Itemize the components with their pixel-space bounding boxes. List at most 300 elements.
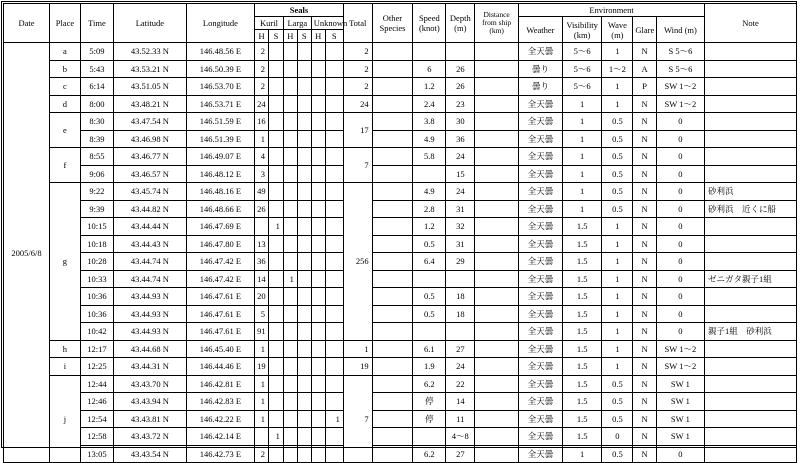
cell-kuril-s <box>268 200 283 218</box>
header-distance <box>475 4 519 43</box>
cell-kuril-s <box>268 270 283 288</box>
cell-larga-s <box>297 305 311 323</box>
cell-speed: 3.8 <box>413 113 446 131</box>
cell-latitude: 43.51.05 N <box>114 78 187 96</box>
cell-depth: 24 <box>446 358 475 376</box>
cell-unknown-s <box>325 218 343 236</box>
cell-kuril-h <box>255 218 269 236</box>
cell-longitude: 146.42.73 E <box>186 445 254 463</box>
cell-kuril-h: 49 <box>255 183 269 201</box>
cell-other-species <box>372 393 413 411</box>
cell-kuril-h: 14 <box>255 270 269 288</box>
cell-unknown-h <box>311 95 325 113</box>
cell-depth: 29 <box>446 253 475 271</box>
cell-latitude: 43.43.72 N <box>114 428 187 446</box>
cell-kuril-s <box>268 375 283 393</box>
header-seals: Seals <box>255 4 344 17</box>
cell-speed: 1.9 <box>413 358 446 376</box>
cell-distance <box>475 113 519 131</box>
cell-larga-h <box>283 183 297 201</box>
cell-glare: N <box>633 253 657 271</box>
cell-unknown-h <box>311 200 325 218</box>
cell-note: 親子1組 砂利浜 <box>704 323 796 341</box>
cell-wind: 0 <box>656 148 704 166</box>
cell-note <box>704 113 796 131</box>
cell-other-species <box>372 375 413 393</box>
cell-distance <box>475 253 519 271</box>
cell-kuril-s <box>268 305 283 323</box>
cell-weather: 全天曇 <box>519 445 563 463</box>
cell-kuril-s <box>268 288 283 306</box>
cell-time: 12:58 <box>80 428 113 446</box>
cell-weather: 曇り <box>519 60 563 78</box>
cell-wave: 0.5 <box>602 130 633 148</box>
cell-depth: 36 <box>446 130 475 148</box>
cell-speed: 6.2 <box>413 445 446 463</box>
header-speed-line2: (knot) <box>418 23 440 33</box>
cell-note <box>704 253 796 271</box>
cell-total: 7 <box>343 375 372 463</box>
cell-larga-h <box>283 200 297 218</box>
table-row <box>4 165 797 183</box>
cell-larga-s <box>297 410 311 428</box>
cell-speed <box>413 270 446 288</box>
cell-unknown-h <box>311 253 325 271</box>
cell-speed: 停 <box>413 393 446 411</box>
cell-depth <box>446 270 475 288</box>
table-row <box>4 323 797 341</box>
cell-glare: N <box>633 340 657 358</box>
cell-kuril-s <box>268 148 283 166</box>
cell-visibility: 1 <box>562 445 602 463</box>
cell-wave: 1 <box>602 235 633 253</box>
cell-date: 2005/6/8 <box>4 43 50 463</box>
cell-unknown-h <box>311 183 325 201</box>
cell-time: 13:05 <box>80 445 113 463</box>
cell-unknown-h <box>311 340 325 358</box>
cell-speed: 停 <box>413 410 446 428</box>
cell-wave: 0.5 <box>602 393 633 411</box>
table-row <box>4 445 797 463</box>
cell-kuril-h: 26 <box>255 200 269 218</box>
cell-kuril-s <box>268 165 283 183</box>
table-row <box>4 235 797 253</box>
cell-unknown-s <box>325 253 343 271</box>
cell-speed: 2.8 <box>413 200 446 218</box>
cell-visibility: 1.5 <box>562 253 602 271</box>
table-row <box>4 358 797 376</box>
cell-speed: 6 <box>413 60 446 78</box>
cell-visibility: 1.5 <box>562 323 602 341</box>
cell-time: 5:09 <box>80 43 113 61</box>
cell-longitude: 146.47.61 E <box>186 288 254 306</box>
cell-note <box>704 410 796 428</box>
cell-other-species <box>372 218 413 236</box>
header-kuril: Kuril <box>255 17 284 30</box>
table-row <box>4 95 797 113</box>
cell-unknown-s <box>325 323 343 341</box>
cell-weather: 全天曇 <box>519 270 563 288</box>
cell-larga-h <box>283 375 297 393</box>
cell-longitude: 146.47.42 E <box>186 270 254 288</box>
cell-distance <box>475 183 519 201</box>
cell-latitude: 43.47.54 N <box>114 113 187 131</box>
cell-larga-h <box>283 43 297 61</box>
table-row <box>4 200 797 218</box>
cell-weather: 全天曇 <box>519 200 563 218</box>
cell-weather: 全天曇 <box>519 393 563 411</box>
cell-kuril-h: 2 <box>255 445 269 463</box>
header-depth-line2: (m) <box>454 23 467 33</box>
cell-place: c <box>49 78 80 96</box>
cell-unknown-h <box>311 235 325 253</box>
cell-larga-h <box>283 445 297 463</box>
cell-latitude: 43.44.44 N <box>114 218 187 236</box>
cell-depth: 27 <box>446 445 475 463</box>
cell-larga-s <box>297 148 311 166</box>
cell-place: a <box>49 43 80 61</box>
cell-unknown-h <box>311 288 325 306</box>
cell-wave: 0.5 <box>602 113 633 131</box>
cell-larga-s <box>297 445 311 463</box>
cell-kuril-h: 1 <box>255 130 269 148</box>
cell-depth: 24 <box>446 183 475 201</box>
cell-note <box>704 165 796 183</box>
cell-latitude: 43.43.94 N <box>114 393 187 411</box>
cell-longitude: 146.48.56 E <box>186 43 254 61</box>
cell-distance <box>475 43 519 61</box>
cell-unknown-h <box>311 113 325 131</box>
header-unknown-s: S <box>325 30 343 43</box>
cell-visibility: 1 <box>562 165 602 183</box>
cell-longitude: 146.50.39 E <box>186 60 254 78</box>
cell-visibility: 1.5 <box>562 375 602 393</box>
header-other-species-line1: Other <box>382 13 403 23</box>
seal-survey-table <box>3 3 797 463</box>
cell-larga-h <box>283 78 297 96</box>
cell-distance <box>475 410 519 428</box>
cell-time: 9:39 <box>80 200 113 218</box>
cell-longitude: 146.48.66 E <box>186 200 254 218</box>
cell-longitude: 146.47.69 E <box>186 218 254 236</box>
cell-longitude: 146.45.40 E <box>186 340 254 358</box>
cell-latitude: 43.44.93 N <box>114 288 187 306</box>
header-weather: Weather <box>519 17 563 43</box>
cell-glare: N <box>633 375 657 393</box>
cell-time: 8:55 <box>80 148 113 166</box>
cell-distance <box>475 95 519 113</box>
header-distance-line3: (km) <box>489 26 504 35</box>
cell-glare: N <box>633 393 657 411</box>
cell-other-species <box>372 358 413 376</box>
cell-wave: 1 <box>602 288 633 306</box>
header-unknown-h: H <box>311 30 325 43</box>
cell-distance <box>475 270 519 288</box>
table-row <box>4 130 797 148</box>
cell-other-species <box>372 288 413 306</box>
cell-distance <box>475 200 519 218</box>
cell-unknown-s <box>325 428 343 446</box>
cell-time: 12:25 <box>80 358 113 376</box>
cell-wind: 0 <box>656 270 704 288</box>
cell-larga-h: 1 <box>283 270 297 288</box>
cell-kuril-s <box>268 253 283 271</box>
cell-unknown-s <box>325 165 343 183</box>
cell-latitude: 43.44.74 N <box>114 253 187 271</box>
cell-wind: 0 <box>656 445 704 463</box>
cell-wave: 0 <box>602 428 633 446</box>
cell-note <box>704 148 796 166</box>
header-glare: Glare <box>633 17 657 43</box>
cell-larga-s <box>297 288 311 306</box>
cell-wave: 1 <box>602 358 633 376</box>
cell-depth: 31 <box>446 200 475 218</box>
cell-distance <box>475 165 519 183</box>
cell-kuril-h: 16 <box>255 113 269 131</box>
cell-weather: 全天曇 <box>519 340 563 358</box>
header-latitude: Latitude <box>114 4 187 43</box>
cell-unknown-s <box>325 95 343 113</box>
cell-wind: SW 1 <box>656 393 704 411</box>
cell-speed <box>413 165 446 183</box>
cell-larga-h <box>283 358 297 376</box>
cell-visibility: 1.5 <box>562 393 602 411</box>
cell-kuril-s <box>268 130 283 148</box>
cell-longitude: 146.42.81 E <box>186 375 254 393</box>
cell-larga-s <box>297 78 311 96</box>
cell-weather: 全天曇 <box>519 428 563 446</box>
cell-larga-h <box>283 428 297 446</box>
cell-kuril-s <box>268 445 283 463</box>
header-other-species-line2: Species <box>379 23 406 33</box>
cell-latitude: 43.46.77 N <box>114 148 187 166</box>
cell-glare: N <box>633 358 657 376</box>
cell-larga-h <box>283 165 297 183</box>
cell-visibility: 1.5 <box>562 305 602 323</box>
cell-glare: N <box>633 130 657 148</box>
cell-visibility: 1.5 <box>562 288 602 306</box>
cell-time: 10:36 <box>80 288 113 306</box>
header-longitude: Longitude <box>186 4 254 43</box>
cell-kuril-s <box>268 235 283 253</box>
cell-kuril-s <box>268 113 283 131</box>
table-row <box>4 393 797 411</box>
cell-kuril-s <box>268 78 283 96</box>
cell-other-species <box>372 270 413 288</box>
cell-latitude: 43.43.70 N <box>114 375 187 393</box>
table-row <box>4 305 797 323</box>
cell-note <box>704 358 796 376</box>
header-unknown: Unknown <box>311 17 343 30</box>
cell-distance <box>475 445 519 463</box>
cell-depth: 32 <box>446 218 475 236</box>
cell-other-species <box>372 43 413 61</box>
cell-weather: 全天曇 <box>519 375 563 393</box>
cell-larga-s <box>297 253 311 271</box>
cell-larga-s <box>297 113 311 131</box>
header-kuril-s: S <box>268 30 283 43</box>
cell-kuril-h: 4 <box>255 148 269 166</box>
cell-larga-s <box>297 60 311 78</box>
cell-wind: 0 <box>656 253 704 271</box>
cell-kuril-h: 5 <box>255 305 269 323</box>
cell-other-species <box>372 165 413 183</box>
cell-larga-h <box>283 130 297 148</box>
header-larga: Larga <box>283 17 311 30</box>
header-date: Date <box>4 4 50 43</box>
table-row <box>4 60 797 78</box>
header-depth <box>446 4 475 43</box>
header-environment: Environment <box>519 4 705 17</box>
cell-distance <box>475 78 519 96</box>
cell-larga-h <box>283 288 297 306</box>
cell-wind: 0 <box>656 323 704 341</box>
cell-distance <box>475 148 519 166</box>
cell-larga-h <box>283 323 297 341</box>
cell-weather: 全天曇 <box>519 253 563 271</box>
cell-wave: 1 <box>602 253 633 271</box>
header-depth-line1: Depth <box>449 13 471 23</box>
cell-wind: 0 <box>656 235 704 253</box>
cell-speed: 5.8 <box>413 148 446 166</box>
cell-speed: 1.2 <box>413 218 446 236</box>
cell-note: 砂利浜 近くに船 <box>704 200 796 218</box>
table-row <box>4 78 797 96</box>
cell-distance <box>475 393 519 411</box>
cell-weather: 全天曇 <box>519 288 563 306</box>
cell-larga-s <box>297 375 311 393</box>
cell-unknown-h <box>311 393 325 411</box>
table-row <box>4 288 797 306</box>
cell-note <box>704 60 796 78</box>
cell-other-species <box>372 235 413 253</box>
cell-visibility: 1.5 <box>562 218 602 236</box>
cell-note <box>704 428 796 446</box>
cell-glare: N <box>633 428 657 446</box>
cell-kuril-h: 1 <box>255 340 269 358</box>
cell-speed: 1.2 <box>413 78 446 96</box>
cell-larga-s <box>297 340 311 358</box>
cell-note <box>704 288 796 306</box>
cell-other-species <box>372 410 413 428</box>
cell-speed <box>413 323 446 341</box>
cell-unknown-h <box>311 78 325 96</box>
cell-depth: 26 <box>446 60 475 78</box>
cell-other-species <box>372 253 413 271</box>
header-wave-line2: (m) <box>611 29 624 40</box>
cell-larga-s <box>297 95 311 113</box>
cell-visibility: 1.5 <box>562 235 602 253</box>
cell-kuril-h: 91 <box>255 323 269 341</box>
cell-unknown-s <box>325 340 343 358</box>
cell-place: d <box>49 95 80 113</box>
cell-wave: 0.5 <box>602 375 633 393</box>
cell-unknown-h <box>311 130 325 148</box>
header-distance-line1: Distance <box>483 10 510 19</box>
cell-larga-h <box>283 253 297 271</box>
cell-unknown-h <box>311 218 325 236</box>
cell-total: 256 <box>343 183 372 341</box>
cell-speed: 4.9 <box>413 130 446 148</box>
header-visibility <box>562 17 602 43</box>
cell-kuril-h: 1 <box>255 410 269 428</box>
cell-glare: N <box>633 323 657 341</box>
cell-glare: N <box>633 95 657 113</box>
cell-larga-h <box>283 60 297 78</box>
cell-wave: 1 <box>602 305 633 323</box>
cell-glare: N <box>633 43 657 61</box>
cell-time: 10:33 <box>80 270 113 288</box>
cell-unknown-h <box>311 165 325 183</box>
cell-other-species <box>372 323 413 341</box>
cell-glare: N <box>633 183 657 201</box>
cell-unknown-s <box>325 270 343 288</box>
table-row <box>4 43 797 61</box>
cell-visibility: 1 <box>562 183 602 201</box>
cell-longitude: 146.47.61 E <box>186 323 254 341</box>
cell-distance <box>475 375 519 393</box>
cell-speed <box>413 43 446 61</box>
cell-larga-s <box>297 183 311 201</box>
cell-weather: 全天曇 <box>519 235 563 253</box>
cell-glare: N <box>633 288 657 306</box>
cell-latitude: 43.44.82 N <box>114 200 187 218</box>
cell-total: 17 <box>343 113 372 148</box>
cell-glare: A <box>633 60 657 78</box>
cell-kuril-h: 13 <box>255 235 269 253</box>
cell-unknown-h <box>311 148 325 166</box>
cell-speed <box>413 428 446 446</box>
header-larga-h: H <box>283 30 297 43</box>
cell-kuril-s <box>268 183 283 201</box>
cell-visibility: 1 <box>562 113 602 131</box>
cell-glare: P <box>633 78 657 96</box>
cell-visibility: 5～6 <box>562 78 602 96</box>
table-row <box>4 375 797 393</box>
cell-other-species <box>372 95 413 113</box>
cell-kuril-h: 24 <box>255 95 269 113</box>
table-row <box>4 218 797 236</box>
cell-wave: 0.5 <box>602 183 633 201</box>
cell-distance <box>475 235 519 253</box>
cell-note: 砂利浜 <box>704 183 796 201</box>
cell-weather: 全天曇 <box>519 183 563 201</box>
cell-weather: 全天曇 <box>519 95 563 113</box>
cell-larga-s <box>297 270 311 288</box>
header-note: Note <box>704 4 796 43</box>
cell-larga-s <box>297 165 311 183</box>
cell-kuril-s <box>268 95 283 113</box>
cell-kuril-h: 3 <box>255 165 269 183</box>
cell-visibility: 1 <box>562 95 602 113</box>
cell-wind: 0 <box>656 200 704 218</box>
cell-note <box>704 235 796 253</box>
header-wind: Wind (m) <box>656 17 704 43</box>
cell-other-species <box>372 148 413 166</box>
cell-weather: 全天曇 <box>519 305 563 323</box>
cell-other-species <box>372 305 413 323</box>
header-speed-line1: Speed <box>418 13 440 23</box>
cell-wave: 0.5 <box>602 200 633 218</box>
cell-latitude: 43.44.31 N <box>114 358 187 376</box>
cell-time: 8:30 <box>80 113 113 131</box>
cell-unknown-s <box>325 43 343 61</box>
cell-latitude: 43.44.43 N <box>114 235 187 253</box>
cell-depth: 11 <box>446 410 475 428</box>
cell-visibility: 1.5 <box>562 428 602 446</box>
cell-wind: 0 <box>656 165 704 183</box>
cell-longitude: 146.47.80 E <box>186 235 254 253</box>
